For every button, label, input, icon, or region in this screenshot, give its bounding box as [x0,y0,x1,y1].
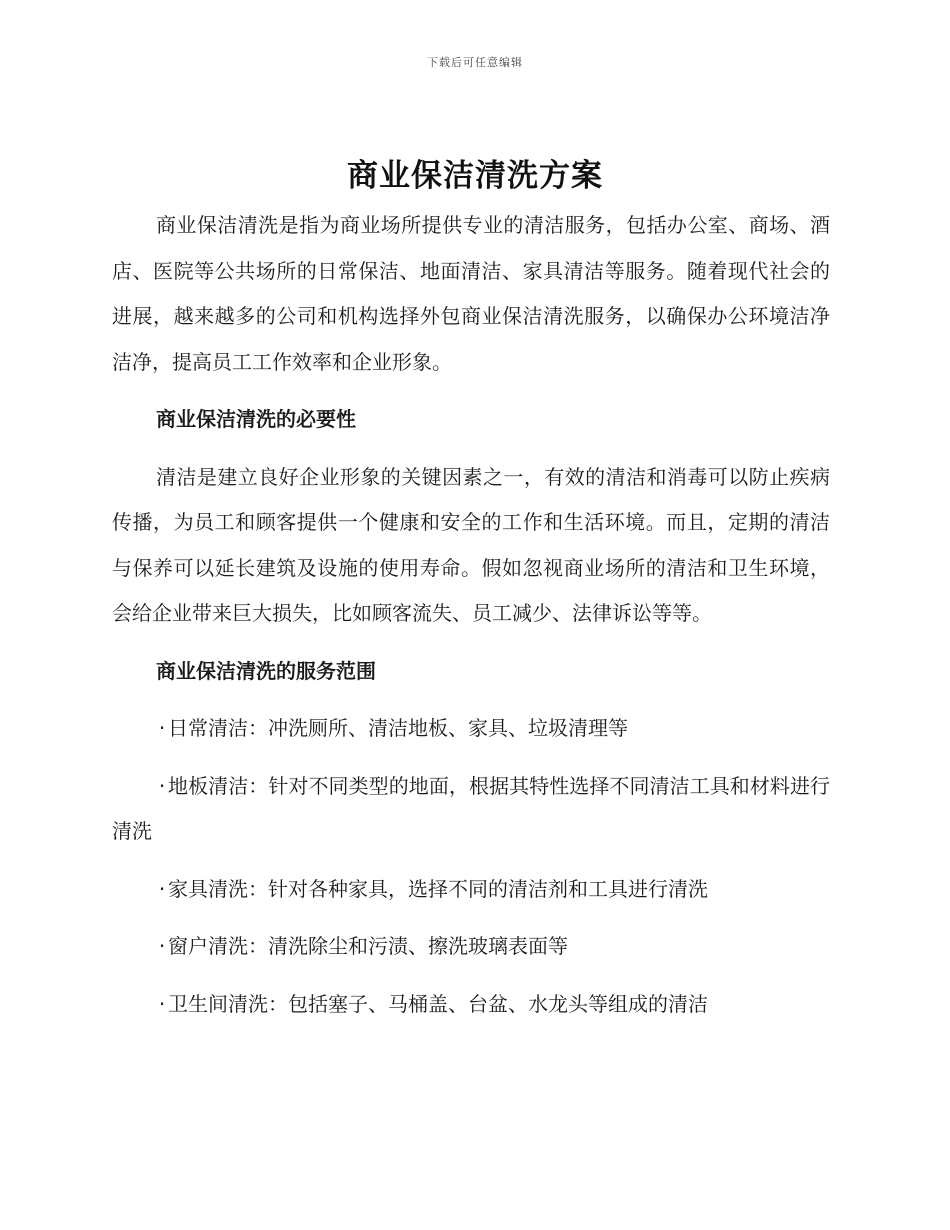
service-item-window [112,924,830,970]
section-heading-necessity: 商业保洁清洗的必要性 [156,407,356,431]
necessity-paragraph: 清洁是建立良好企业形象的关键因素之一，有效的清洁和消毒可以防止疾病传播，为员工和顾客提供一个健康和安全的工作和生活环境。而且，定期的清洁与保养可以延长建筑及设施的使用寿命。假如忽视商业场所的清洁和卫生环境，会给企业带来巨大损失，比如顾客流失、员工减少、法律诉讼等等。 [112,464,830,625]
bullet-icon: · [158,991,166,1016]
service-item-text: 家具清洗：针对各种家具，选择不同的清洁剂和工具进行清洗 [168,876,708,901]
service-item-restroom [112,982,830,1028]
document-body [112,203,830,1027]
service-item-furniture [112,867,830,913]
bullet-icon: · [158,876,166,901]
bullet-icon: · [158,773,166,798]
bullet-icon: · [158,716,166,740]
service-item-text: 日常清洁：冲洗厕所、清洁地板、家具、垃圾清理等 [168,716,628,740]
section-heading-service-scope: 商业保洁清洗的服务范围 [156,658,376,683]
service-item-floor [112,764,830,855]
document-title: 商业保洁清洗方案 [347,158,603,194]
intro-paragraph: 商业保洁清洗是指为商业场所提供专业的清洁服务，包括办公室、商场、酒店、医院等公共场所的日常保洁、地面清洁、家具清洁等服务。随着现代社会的进展，越来越多的公司和机构选择外包商业保洁清洗服务，以确保办公环境洁净洁净，提高员工工作效率和企业形象。 [112,213,830,374]
page-header-note: 下载后可任意编辑 [427,56,523,69]
service-item-text: 窗户清洗：清洗除尘和污渍、擦洗玻璃表面等 [168,934,568,958]
service-item-daily [112,706,830,752]
service-item-text: 地板清洁：针对不同类型的地面，根据其特性选择不同清洁工具和材料进行清洗 [112,773,830,843]
bullet-icon: · [158,934,166,958]
service-item-text: 卫生间清洗：包括塞子、马桶盖、台盆、水龙头等组成的清洁 [168,991,708,1016]
